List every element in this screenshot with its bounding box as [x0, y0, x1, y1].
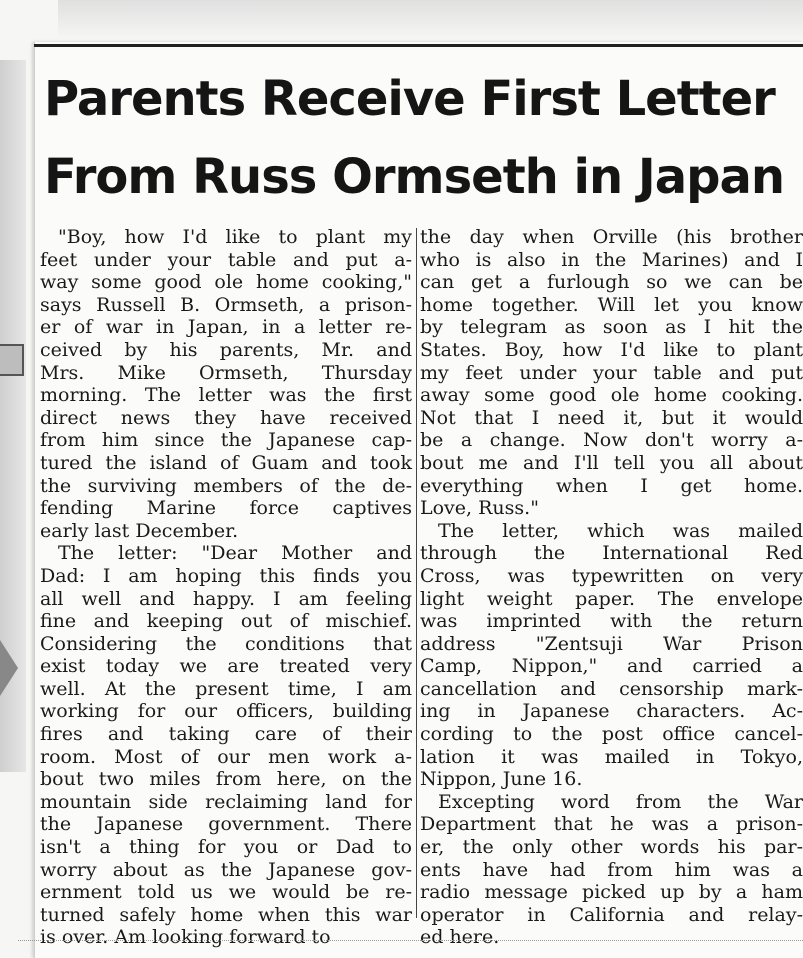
- article-line: Cross, was typewritten on very: [420, 564, 803, 587]
- article-line: radio message picked up by a ham: [420, 881, 803, 904]
- scan-top-shadow: [58, 0, 803, 40]
- article-line: room. Most of our men work a-: [40, 745, 412, 768]
- article-line: who is also in the Marines) and I: [420, 248, 803, 271]
- column-divider: [416, 228, 417, 918]
- article-line: was imprinted with the return: [420, 610, 803, 633]
- paragraph-war-department: [420, 791, 803, 949]
- article-line: be a change. Now don't worry a-: [420, 429, 803, 452]
- article-line: Department that he was a prison-: [420, 813, 803, 836]
- article-line: mountain side reclaiming land for: [40, 790, 412, 813]
- article-line: "Boy, how I'd like to plant my: [58, 226, 412, 248]
- article-line: home together. Will let you know: [420, 293, 803, 316]
- article-line: well. At the present time, I am: [40, 677, 412, 700]
- article-line: fending Marine force captives: [40, 497, 412, 520]
- article-line: ents have had from him was a: [420, 858, 803, 881]
- article-line: isn't a thing for you or Dad to: [40, 836, 412, 859]
- article-line: address "Zentsuji War Prison: [420, 632, 803, 655]
- article-line: Excepting word from the War: [438, 790, 803, 813]
- article-line: fine and keeping out of mischief.: [40, 610, 412, 633]
- article-line: cancellation and censorship mark-: [420, 677, 803, 700]
- article-line: lation it was mailed in Tokyo,: [420, 745, 803, 768]
- article-line: The letter, which was mailed: [438, 519, 803, 542]
- article-line: through the International Red: [420, 542, 803, 565]
- article-line: can get a furlough so we can be: [420, 271, 803, 294]
- article-line: says Russell B. Ormseth, a prison-: [40, 293, 412, 316]
- article-line: bout two miles from here, on the: [40, 768, 412, 791]
- article-line: direct news they have received: [40, 406, 412, 429]
- article-line: early last December.: [40, 519, 239, 542]
- article-line: er of war in Japan, in a letter re-: [40, 316, 412, 339]
- article-column-left: [40, 226, 412, 949]
- article-line: Considering the conditions that: [40, 632, 412, 655]
- article-line: Not that I need it, but it would: [420, 406, 803, 429]
- article-line: ernment told us we would be re-: [40, 881, 412, 904]
- article-line: the surviving members of the de-: [40, 474, 412, 497]
- headline-line-2: From Russ Ormseth in Japan: [44, 149, 785, 205]
- article-line: working for our officers, building: [40, 700, 412, 723]
- article-line: Dad: I am hoping this finds you: [40, 564, 412, 587]
- scan-edge-arrow: [0, 640, 18, 696]
- article-line: ing in Japanese characters. Ac-: [420, 700, 803, 723]
- article-line: by telegram as soon as I hit the: [420, 316, 803, 339]
- article-line: light weight paper. The envelope: [420, 587, 803, 610]
- paragraph-intro: [40, 226, 412, 542]
- clipping-top-rule: [34, 44, 803, 47]
- article-line: Nippon, June 16.: [420, 768, 583, 791]
- article-line: feet under your table and put a-: [40, 248, 412, 271]
- article-line: Mrs. Mike Ormseth, Thursday: [40, 361, 412, 384]
- headline: [44, 60, 799, 216]
- article-line: The letter: "Dear Mother and: [58, 542, 412, 565]
- article-line: worry about as the Japanese gov-: [40, 858, 412, 881]
- article-line: everything when I get home.: [420, 474, 803, 497]
- article-line: er, the only other words his par-: [420, 836, 803, 859]
- article-column-right: [420, 226, 803, 949]
- article-line: from him since the Japanese cap-: [40, 429, 412, 452]
- article-line: operator in California and relay-: [420, 903, 803, 926]
- article-line: all well and happy. I am feeling: [40, 587, 412, 610]
- scan-edge-mark: [0, 344, 24, 376]
- article-line: is over. Am looking forward to: [40, 926, 331, 949]
- article-line: my feet under your table and put: [420, 361, 803, 384]
- article-line: States. Boy, how I'd like to plant: [420, 338, 803, 361]
- article-line: ed here.: [420, 926, 500, 949]
- article-line: Camp, Nippon," and carried a: [420, 655, 803, 678]
- headline-line-1: Parents Receive First Letter: [44, 71, 775, 127]
- article-line: way some good ole home cooking,": [40, 271, 412, 294]
- article-line: fires and taking care of their: [40, 723, 412, 746]
- paragraph-letter-start: [40, 542, 412, 949]
- article-line: away some good ole home cooking.: [420, 384, 803, 407]
- clipping-bottom-edge: [18, 940, 803, 943]
- article-line: morning. The letter was the first: [40, 384, 412, 407]
- paragraph-letter-end: [420, 226, 803, 520]
- article-line: Love, Russ.": [420, 497, 539, 520]
- article-line: cording to the post office cancel-: [420, 723, 803, 746]
- article-line: the day when Orville (his brother: [420, 226, 803, 248]
- article-line: tured the island of Guam and took: [40, 451, 412, 474]
- article-line: bout me and I'll tell you all about: [420, 451, 803, 474]
- article-line: exist today we are treated very: [40, 655, 412, 678]
- article-line: the Japanese government. There: [40, 813, 412, 836]
- paragraph-envelope: [420, 520, 803, 791]
- article-line: turned safely home when this war: [40, 903, 412, 926]
- article-line: ceived by his parents, Mr. and: [40, 338, 412, 361]
